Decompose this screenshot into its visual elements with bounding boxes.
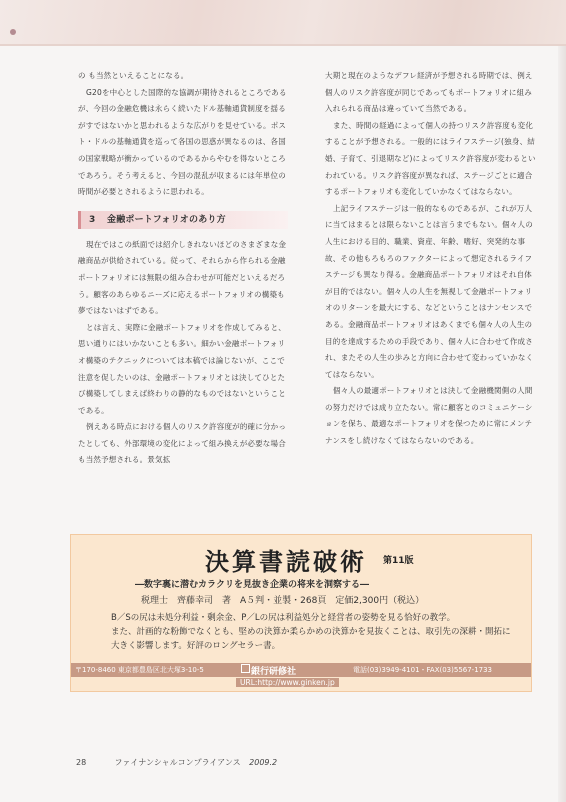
book-advertisement (70, 534, 532, 692)
left-paragraph-2: G20を中心とした国際的な協調が期待されるところであるが、今回の金融危機は永らく続いたドル基軸通貨制度を揺るがすではないかと思われるような広がりを見せている。ポスト・ドルの基軸通貨を巡って各国の思惑が異なるのは、各国の国家戦略が衝かっているのであるからやむを得ないところであろう。そう考えると、今回の混乱が収まるには年単位の時間が必要とされるように思われる。 (78, 87, 287, 197)
page-number: 28 (76, 758, 87, 767)
right-paragraph-2: また、時間の経過によって個人の持つリスク許容度も変化することが予想される。一般的にはライフステージ(独身、結婚、子育て、引退期など)によってリスク許容度が変わるといわれている。リスク許容度が異なれば、ステージごとに適合するポートフォリオも変化していかなくてはならない。 (325, 120, 536, 197)
top-banner (0, 0, 566, 46)
ad-phone: 電話(03)3949-4101・FAX(03)5567-1733 (353, 666, 493, 674)
ad-subtitle: ―数字裏に潜むカラクリを見抜き企業の将来を洞察する― (135, 580, 370, 590)
ad-description: B／Sの尻は未処分利益・剰余金、P／Lの尻は利益処分と経営者の姿勢を見る恰好の教学。 また、計画的な粉飾でなくとも、堅めの決算か柔らかめの決算かを見抜くことは、取引先の深耕・開拓に大きく影響します。好評のロングセラー書。 (111, 613, 511, 651)
right-paragraph-3: 上記ライフステージは一般的なものであるが、これが万人に当てはまるとは限らないことは言うまでもない。個々人の人生における目的、職業、資産、年齢、嗜好、突発的な事故、その他もろもろのファクターによって想定されるライフステージも異なり得る。金融商品ポートフォリオはそれ自体が目的ではない。個々人の人生を無視して金融ポートフォリオのリターンを最大にする、などということはナンセンスである。金融商品ポートフォリオはあくまでも個々人の人生の目的を達成するための手段であり、個々人に合わせて作成され、またその人生の歩みと方向に合わせて変わっていかなくてはならない。 (325, 203, 534, 379)
right-paragraph-1: 大期と現在のようなデフレ経済が予想される時期では、例え個人のリスク許容度が同じであってもポートフォリオに組み入れられる商品は違っていて当然である。 (325, 71, 533, 114)
ad-publisher: 銀行研修社 (251, 667, 297, 677)
publisher-logo-icon (241, 664, 250, 673)
left-paragraph-4: とは言え、実際に金融ポートフォリオを作成してみると、思い通りにはいかないことも多い。細かい金融ポートフォリオ構築のテクニックについては本稿では論じないが、ここで注意を促したいのは、金融ポートフォリオとは決してひとたび構築してしまえば終わりの静的なものではないということである。 (78, 322, 286, 415)
page-marker-dot (10, 29, 16, 35)
section-heading (78, 211, 288, 229)
page-edge-shadow (558, 46, 566, 802)
left-paragraph-3: 現在ではこの紙面では紹介しきれないほどのさまざまな金融商品が供給されている。従って、それらから作られる金融ポートフォリオには無限の組み合わせが可能だといえるだろう。顧客のあらゆるニーズに応えるポートフォリオの構築も夢ではないはずである。 (78, 239, 287, 316)
magazine-name: ファイナンシャルコンプライアンス (114, 758, 241, 767)
ad-url-link[interactable]: URL:http://www.ginken.jp (236, 678, 339, 687)
ad-author-line: 税理士 齊藤幸司 著 A５判・並製・268頁 定価2,300円（税込） (141, 596, 425, 606)
section-heading-text: 金融ポートフォリオのあり方 (107, 214, 226, 225)
ad-book-title: 決算書読破術 (205, 548, 367, 576)
left-paragraph-5: 例えある時点における個人のリスク許容度が的確に分かったとしても、外部環境の変化によって組み換えが必要な場合も当然予想される。景気拡 (78, 422, 287, 465)
right-column (325, 68, 537, 450)
section-heading-number: 3 (89, 214, 96, 225)
issue-date: 2009.2 (249, 758, 278, 767)
left-paragraph-1: の も当然といえることになる。 (78, 71, 189, 80)
right-paragraph-4: 個々人の最適ポートフォリオとは決して金融機関側の人間の努力だけでは成り立たない。常に顧客とのコミュニケーションを保ち、最適なポートフォリオを保つために常にメンテナンスをし続けなくてはならないのである。 (325, 386, 533, 446)
left-column (78, 68, 288, 469)
ad-address: 〒170-8460 東京都豊島区北大塚3-10-5 (75, 666, 204, 674)
ad-edition-label: 第11版 (383, 556, 414, 566)
page-footer (76, 757, 277, 768)
